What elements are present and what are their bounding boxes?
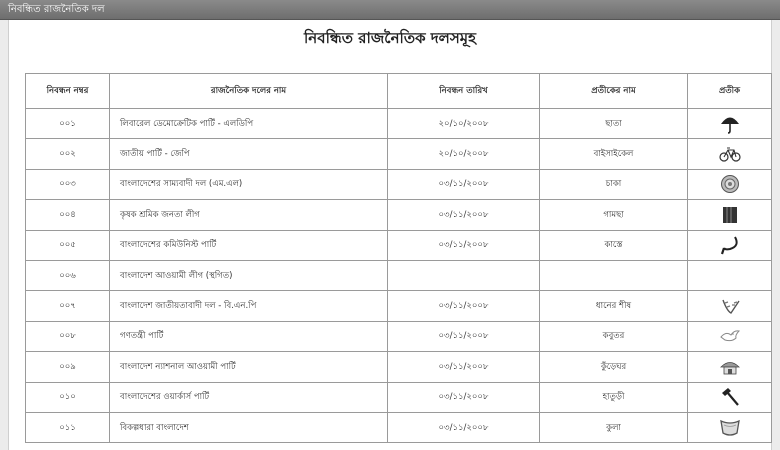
cell-registration-no: ০০৮ [26, 321, 110, 351]
cell-symbol-name: বাইসাইকেল [540, 139, 688, 169]
cell-symbol [688, 109, 772, 139]
cell-party-name: বাংলাদেশের কমিউনিস্ট পার্টি [110, 230, 388, 260]
cell-symbol [688, 169, 772, 199]
cell-registration-no: ০০৪ [26, 200, 110, 230]
cell-party-name: কৃষক শ্রমিক জনতা লীগ [110, 200, 388, 230]
cell-registration-date: ০৩/১১/২০০৮ [388, 321, 540, 351]
cell-registration-no: ০০৬ [26, 260, 110, 290]
cell-symbol-name: চাকা [540, 169, 688, 199]
sickle-icon [688, 234, 771, 256]
cell-symbol-name: গামছা [540, 200, 688, 230]
cell-registration-date: ০৩/১১/২০০৮ [388, 200, 540, 230]
table-row [26, 260, 772, 290]
cell-symbol [688, 139, 772, 169]
header-party-name: রাজনৈতিক দলের নাম [110, 74, 388, 109]
cell-registration-date: ০৩/১১/২০০৮ [388, 382, 540, 412]
table-row [26, 230, 772, 260]
cell-party-name: বাংলাদেশের সাম্যবাদী দল (এম.এল) [110, 169, 388, 199]
content-panel [8, 20, 772, 450]
cell-registration-date: ০৩/১১/২০০৮ [388, 169, 540, 199]
header-registration-date: নিবন্ধন তারিখ [388, 74, 540, 109]
table-row [26, 291, 772, 321]
table-row [26, 382, 772, 412]
table-row [26, 200, 772, 230]
cell-symbol-name: কবুতর [540, 321, 688, 351]
cell-symbol-name: ধানের শীষ [540, 291, 688, 321]
cell-registration-no: ০০৫ [26, 230, 110, 260]
cell-registration-no: ০০২ [26, 139, 110, 169]
cell-registration-date: ০৩/১১/২০০৮ [388, 230, 540, 260]
header-symbol-name: প্রতীকের নাম [540, 74, 688, 109]
cell-registration-no: ০১১ [26, 412, 110, 442]
cell-symbol-name: কাস্তে [540, 230, 688, 260]
party-table [25, 73, 772, 443]
cell-symbol [688, 382, 772, 412]
cell-symbol [688, 291, 772, 321]
table-row [26, 352, 772, 382]
cell-party-name: বাংলাদেশ ন্যাশনাল আওয়ামী পার্টি [110, 352, 388, 382]
cell-registration-date [388, 260, 540, 290]
cell-party-name: বাংলাদেশের ওয়ার্কার্স পার্টি [110, 382, 388, 412]
cell-symbol [688, 352, 772, 382]
cell-symbol-name: ছাতা [540, 109, 688, 139]
table-header-row [26, 74, 772, 109]
cell-party-name: জাতীয় পার্টি - জেপি [110, 139, 388, 169]
cell-symbol-name: হাতুড়ী [540, 382, 688, 412]
page-title: নিবন্ধিত রাজনৈতিক দলসমূহ [304, 29, 476, 47]
winnowing-fan-icon [688, 418, 771, 438]
table-row [26, 139, 772, 169]
table-row [26, 321, 772, 351]
cell-registration-no: ০০১ [26, 109, 110, 139]
wheel-icon [688, 174, 771, 194]
cell-symbol [688, 230, 772, 260]
paddy-sheaf-icon [688, 297, 771, 315]
cell-symbol [688, 260, 772, 290]
window-title-bar [0, 0, 780, 20]
window-title: নিবন্ধিত রাজনৈতিক দল [8, 4, 105, 15]
table-row [26, 412, 772, 442]
table-row [26, 169, 772, 199]
cell-registration-no: ০১০ [26, 382, 110, 412]
cell-symbol [688, 412, 772, 442]
hut-icon [688, 358, 771, 376]
cell-party-name: বাংলাদেশ আওয়ামী লীগ (স্থগিত) [110, 260, 388, 290]
pigeon-icon [688, 327, 771, 345]
umbrella-icon [688, 114, 771, 134]
cell-registration-no: ০০৭ [26, 291, 110, 321]
cell-registration-date: ০৩/১১/২০০৮ [388, 352, 540, 382]
cell-registration-date: ২০/১০/২০০৮ [388, 109, 540, 139]
cell-symbol-name [540, 260, 688, 290]
cell-symbol-name: কুঁড়েঘর [540, 352, 688, 382]
bicycle-icon [688, 145, 771, 163]
cell-registration-no: ০০৩ [26, 169, 110, 199]
cell-registration-date: ২০/১০/২০০৮ [388, 139, 540, 169]
cell-symbol-name: কুলা [540, 412, 688, 442]
cell-symbol [688, 321, 772, 351]
header-symbol: প্রতীক [688, 74, 772, 109]
header-registration-no: নিবন্ধন নম্বর [26, 74, 110, 109]
table-row [26, 109, 772, 139]
cell-party-name: বিকল্পধারা বাংলাদেশ [110, 412, 388, 442]
cell-registration-date: ০৩/১১/২০০৮ [388, 291, 540, 321]
cell-registration-date: ০৩/১১/২০০৮ [388, 412, 540, 442]
cell-party-name: লিবারেল ডেমোক্রেটিক পার্টি - এলডিপি [110, 109, 388, 139]
cell-registration-no: ০০৯ [26, 352, 110, 382]
towel-icon [688, 205, 771, 225]
cell-symbol [688, 200, 772, 230]
cell-party-name: গণতন্ত্রী পার্টি [110, 321, 388, 351]
hammer-icon [688, 386, 771, 408]
cell-party-name: বাংলাদেশ জাতীয়তাবাদী দল - বি.এন.পি [110, 291, 388, 321]
